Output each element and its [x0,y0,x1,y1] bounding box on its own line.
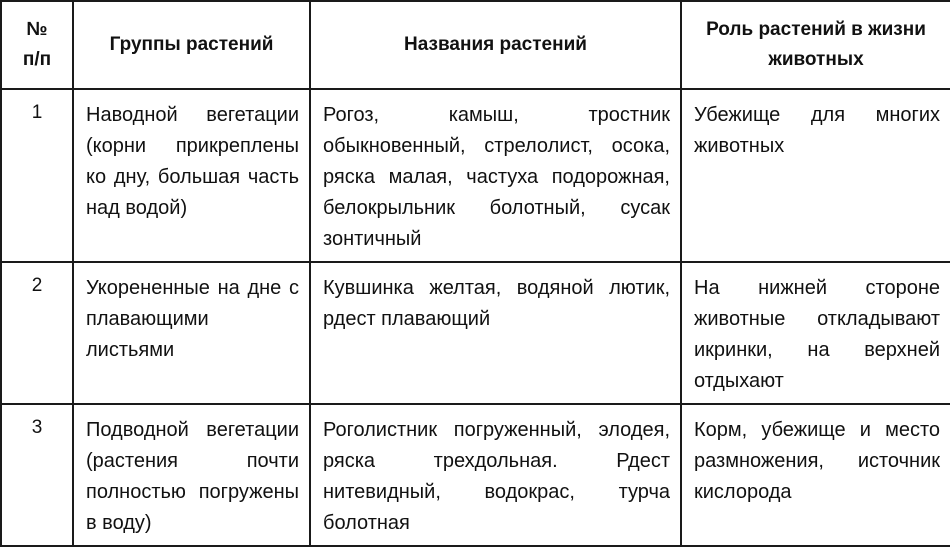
row-group: Укорененные на дне с плавающими листьями [73,262,310,404]
row-number: 3 [1,404,73,546]
header-names: Названия растений [310,1,681,89]
table-header-row [1,1,950,89]
header-number: № п/п [1,1,73,89]
table-row [1,89,950,262]
row-group: Наводной вегетации (корни прикреплены ко дну, большая часть над водой) [73,89,310,262]
row-role: Корм, убежище и место размножения, источник кислорода [681,404,950,546]
row-number: 2 [1,262,73,404]
row-names: Роголистник погруженный, элодея, ряска трехдольная. Рдест нитевидный, водокрас, турча болотная [310,404,681,546]
table-row [1,404,950,546]
row-group: Подводной вегетации (растения почти полностью погружены в воду) [73,404,310,546]
row-number: 1 [1,89,73,262]
row-names: Рогоз, камыш, тростник обыкновенный, стрелолист, осока, ряска малая, частуха подорожная, белокрыльник болотный, сусак зонтичный [310,89,681,262]
table-row [1,262,950,404]
row-role: Убежище для многих животных [681,89,950,262]
row-role: На нижней стороне животные откладывают икринки, на верхней отдыхают [681,262,950,404]
row-names: Кувшинка желтая, водяной лютик, рдест плавающий [310,262,681,404]
header-groups: Группы растений [73,1,310,89]
header-role: Роль растений в жизни животных [681,1,950,89]
